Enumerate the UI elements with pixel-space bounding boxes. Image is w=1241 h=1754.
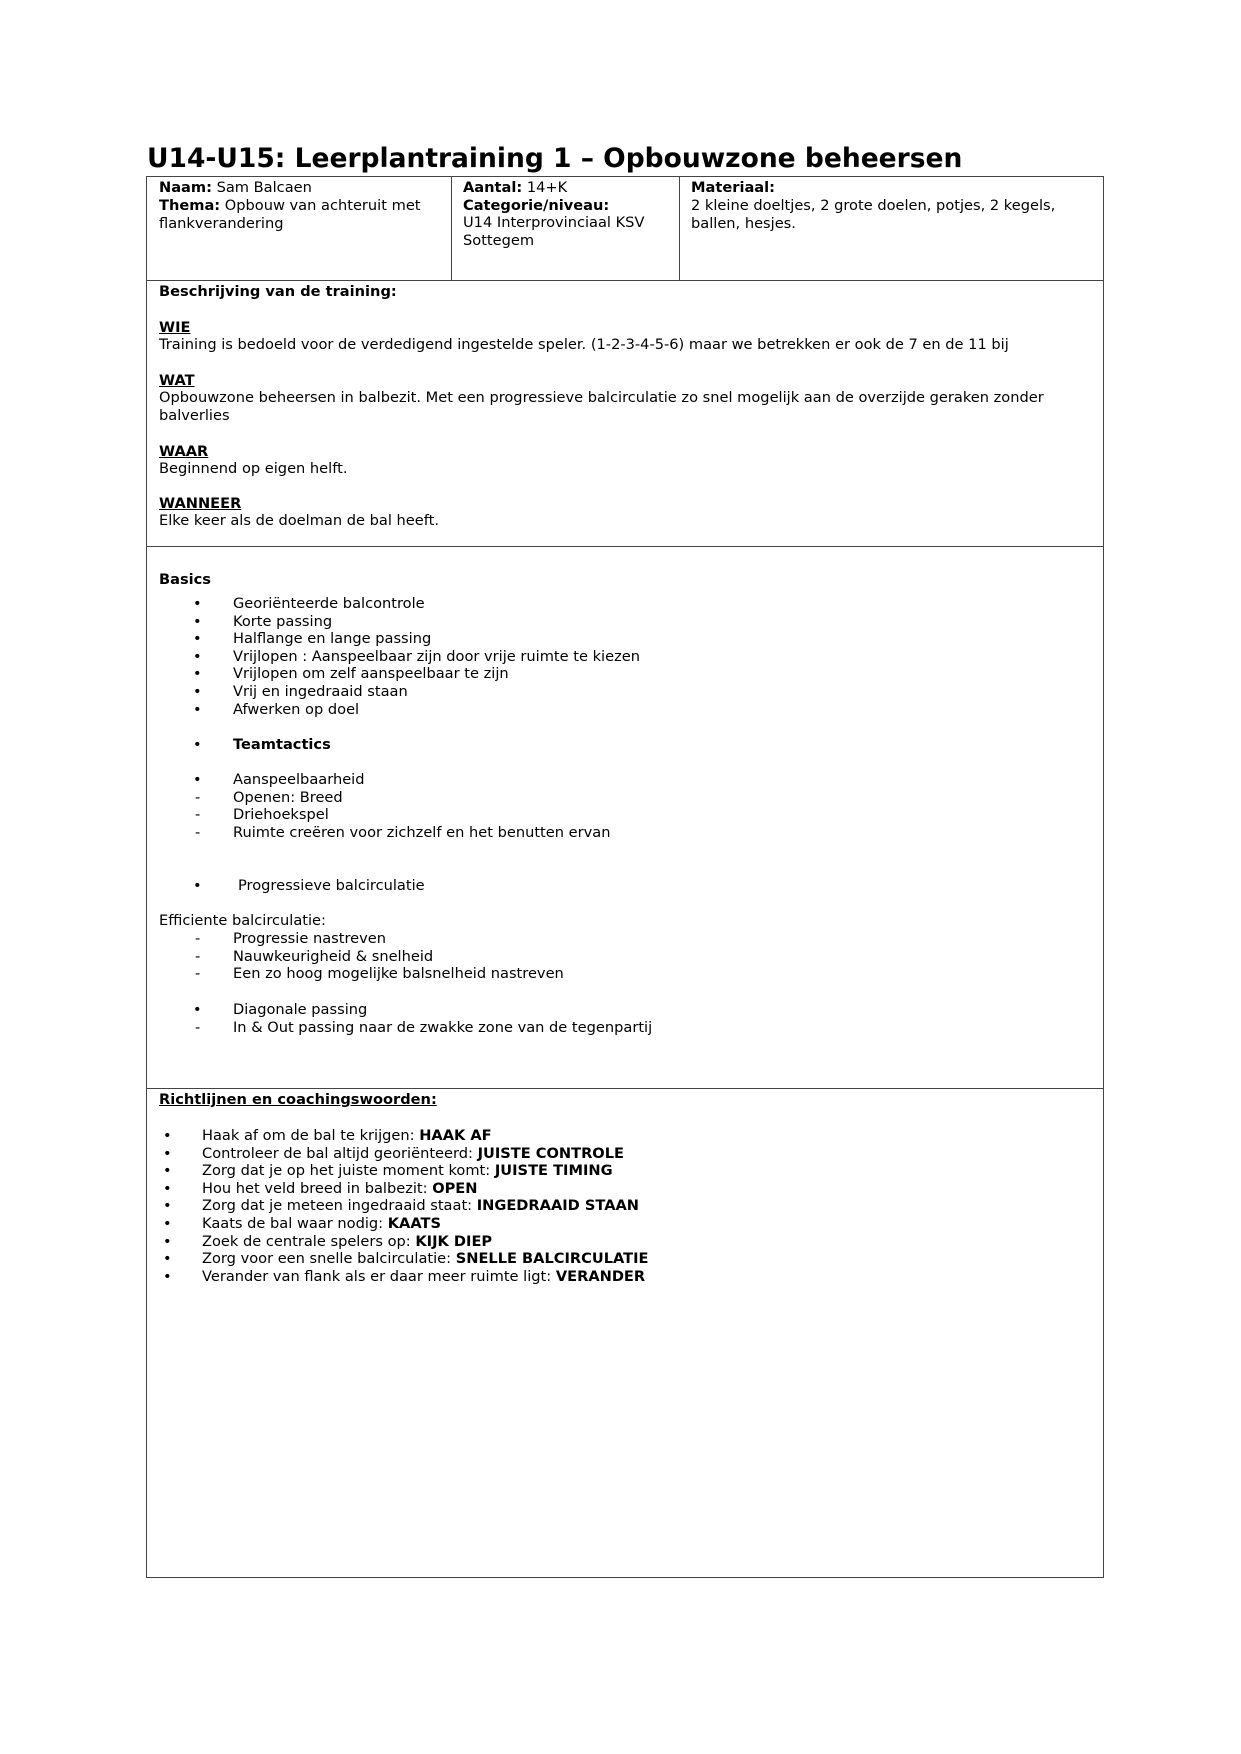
aantal-field (463, 179, 567, 197)
basics-heading: Basics (159, 571, 211, 588)
naam-label: Naam: (159, 179, 212, 196)
teamtactics-heading: Teamtactics (233, 736, 331, 753)
wat-line-2: balverlies (159, 407, 230, 424)
passing-list (147, 1001, 652, 1036)
list-item: • Korte passing (193, 612, 333, 630)
list-item: • Zoek de centrale spelers op: KIJK DIEP (163, 1232, 493, 1250)
efficiente-label: Efficiente balcirculatie: (159, 912, 326, 929)
teamtactics-item: • Teamtactics (193, 736, 331, 753)
list-item: • Vrij en ingedraaid staan (193, 682, 408, 700)
list-item: - Progressie nastreven (195, 930, 386, 947)
thema-field (159, 197, 439, 232)
list-item: • Controleer de bal altijd georiënteerd: JUISTE CONTROLE (163, 1144, 624, 1162)
list-item: • Verander van flank als er daar meer ruimte ligt: VERANDER (163, 1267, 646, 1285)
aantal-value: 14+K (526, 179, 568, 196)
thema-label: Thema: (159, 197, 221, 214)
column-divider (679, 177, 680, 280)
divider (147, 546, 1103, 547)
list-item: • Progressieve balcirculatie (193, 877, 425, 894)
list-item: • Georiënteerde balcontrole (193, 595, 425, 612)
wie-text: Training is bedoeld voor de verdedigend ingestelde speler. (1-2-3-4-5-6) maar we betrekken er ook de 7 en de 11 bij (159, 336, 1009, 353)
basics-list (147, 595, 640, 718)
list-item: - Nauwkeurigheid & snelheid (195, 947, 434, 965)
training-form (146, 176, 1104, 1578)
list-item: - Een zo hoog mogelijke balsnelheid nastreven (195, 965, 564, 983)
list-item: • Diagonale passing (193, 1001, 368, 1018)
list-item: • Aanspeelbaarheid (193, 771, 365, 788)
list-item: • Haak af om de bal te krijgen: HAAK AF (163, 1127, 492, 1144)
list-item: - Driehoekspel (195, 806, 329, 824)
materiaal-value: 2 kleine doeltjes, 2 grote doelen, potjes, 2 kegels, ballen, hesjes. (691, 197, 1056, 232)
waar-heading: WAAR (159, 443, 209, 460)
list-item: • Vrijlopen : Aanspeelbaar zijn door vrije ruimte te kiezen (193, 647, 640, 665)
aantal-label: Aantal: (463, 179, 523, 196)
list-item: - Ruimte creëren voor zichzelf en het benutten ervan (195, 823, 611, 841)
list-item: • Zorg dat je meteen ingedraaid staat: INGEDRAAID STAAN (163, 1197, 640, 1215)
list-item: • Afwerken op doel (193, 700, 360, 718)
list-item: • Vrijlopen om zelf aanspeelbaar te zijn (193, 665, 509, 683)
richtlijnen-list (147, 1127, 649, 1285)
richtlijnen-heading: Richtlijnen en coachingswoorden: (159, 1091, 437, 1108)
wanneer-text: Elke keer als de doelman de bal heeft. (159, 512, 439, 529)
page-title: U14-U15: Leerplantraining 1 – Opbouwzone beheersen (147, 143, 963, 174)
materiaal-label: Materiaal: (691, 179, 775, 196)
categorie-value: U14 Interprovinciaal KSV Sottegem (463, 214, 645, 249)
wat-line-1: Opbouwzone beheersen in balbezit. Met een progressieve balcirculatie zo snel mogelijk aan de overzijde geraken zonder (159, 389, 1044, 406)
wie-heading: WIE (159, 319, 191, 336)
naam-value: Sam Balcaen (216, 179, 312, 196)
naam-field (159, 179, 312, 197)
wat-heading: WAT (159, 372, 195, 389)
wanneer-heading: WANNEER (159, 495, 242, 512)
categorie-label: Categorie/niveau: (463, 197, 610, 214)
teamtactics-list (147, 771, 610, 841)
list-item: • Zorg voor een snelle balcirculatie: SNELLE BALCIRCULATIE (163, 1250, 649, 1268)
list-item: • Halflange en lange passing (193, 630, 432, 648)
divider (147, 1088, 1103, 1089)
list-item: - In & Out passing naar de zwakke zone van de tegenpartij (195, 1018, 653, 1036)
waar-text: Beginnend op eigen helft. (159, 460, 348, 477)
list-item: - Openen: Breed (195, 788, 343, 806)
column-divider (451, 177, 452, 280)
list-item: • Zorg dat je op het juiste moment komt: JUISTE TIMING (163, 1162, 613, 1180)
divider (147, 280, 1103, 281)
beschrijving-heading: Beschrijving van de training: (159, 283, 397, 300)
list-item: • Hou het veld breed in balbezit: OPEN (163, 1179, 478, 1197)
list-item: • Kaats de bal waar nodig: KAATS (163, 1214, 441, 1232)
efficiente-list (147, 930, 564, 983)
thema-value: Opbouw van achteruit met flankverandering (159, 197, 421, 232)
